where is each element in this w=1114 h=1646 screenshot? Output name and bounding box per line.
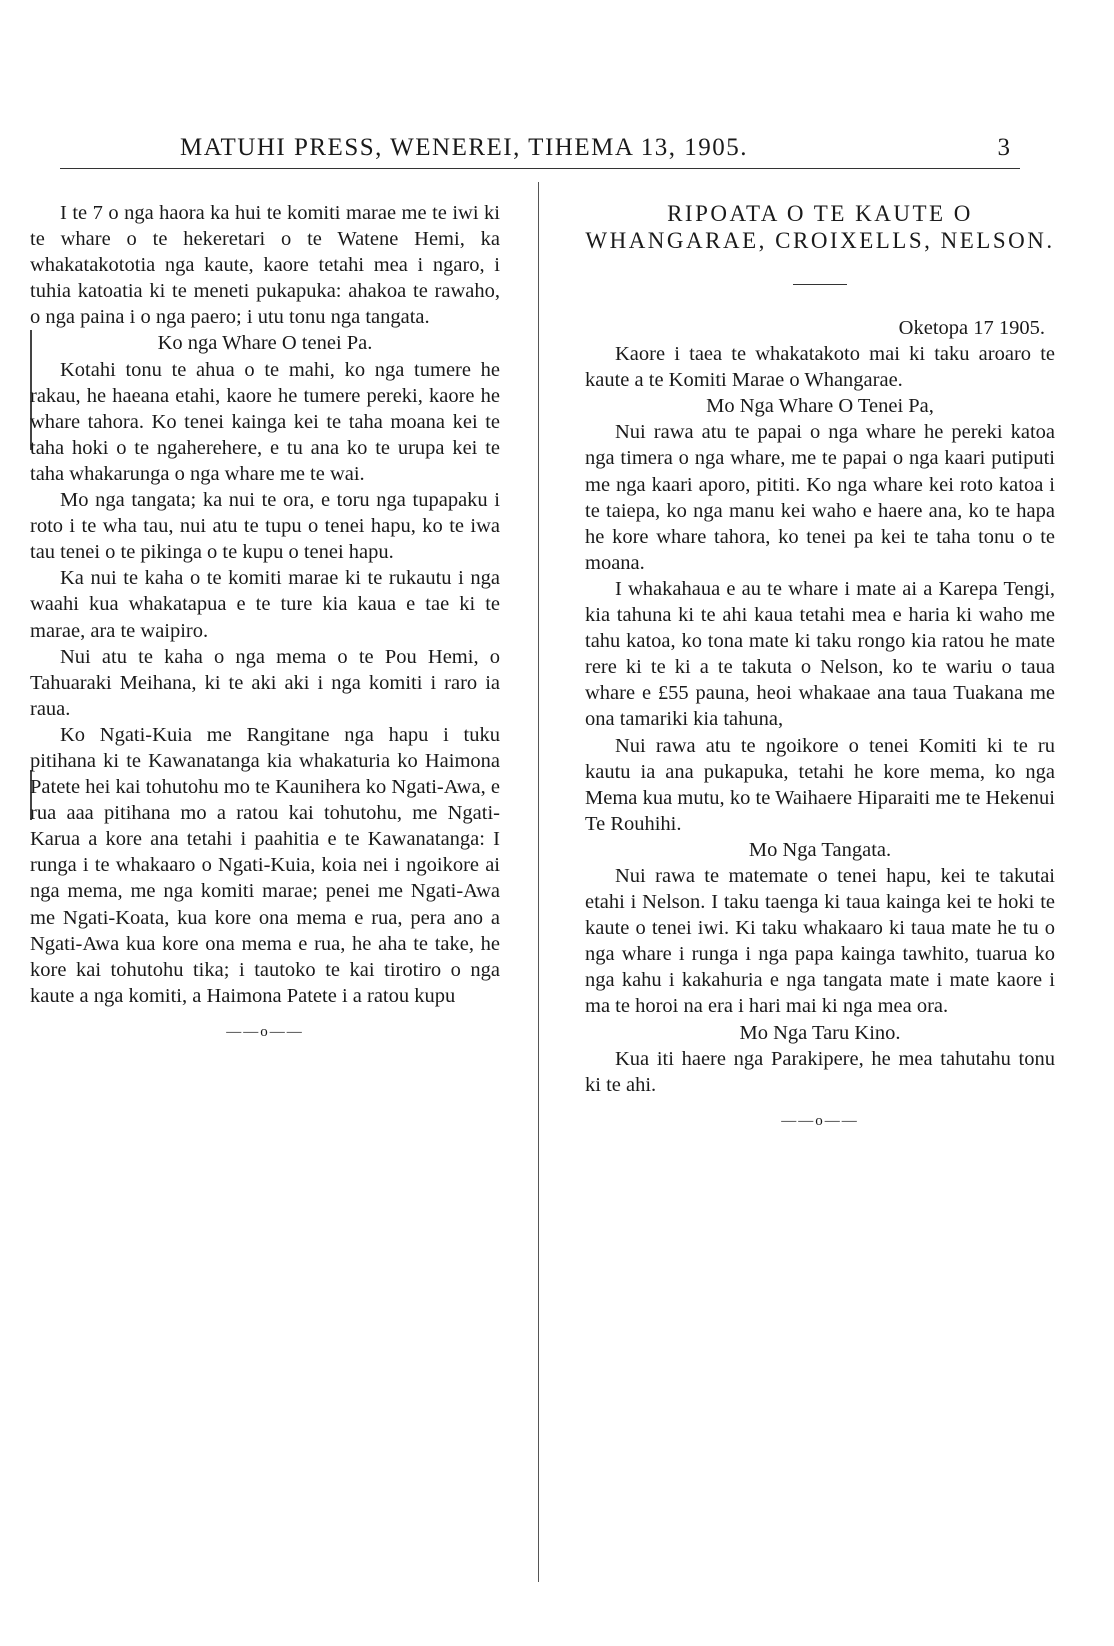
end-mark-glyph: o: [815, 1112, 825, 1129]
paragraph: Nui rawa atu te ngoikore o tenei Komiti ki te ru kautu ia ana pukapuka, tetahi he kore mema, ko nga Mema kua mutu, ko te Waihaere Hiparaiti me te Hekenui Te Rouhihi.: [585, 734, 1055, 835]
paragraph: Ko Ngati-Kuia me Rangitane nga hapu i tuku pitihana ki te Kawanatanga kia whakaturia ko Haimona Patete hei kai tohutohu mo te Kaunihera ko Ngati-Awa, e rua aaa pitihana mo a ratou kai tohutohu, me Ngati-Karua a kore ana tetahi i paahitia e te Kawanatanga: I runga i te whakaaro o Ngati-Kuia, koia nei i ngoikore ai nga mema, me nga komiti marae; penei me Ngati-Awa me Ngati-Koata, kua kore ona mema e rua, pera ano a Ngati-Awa kua kore ona mema e rua, he aha te take, he kore kai tohutohu tika; i tautoko te kai tirotiro o nga kaute a nga komiti, a Haimona Patete i a ratou kupu: [30, 723, 500, 1007]
end-mark: ——o——: [781, 1112, 859, 1129]
paragraph: Nui atu te kaha o nga mema o te Pou Hemi, o Tahuaraki Meihana, ki te aki aki i nga komiti i raro ia raua.: [30, 645, 500, 720]
section-heading: Mo Nga Taru Kino.: [739, 1021, 901, 1044]
paragraph: Kaore i taea te whakatakoto mai ki taku aroaro te kaute a te Komiti Marae o Whangarae.: [585, 343, 1055, 392]
article-title: RIPOATA O TE KAUTE O WHANGARAE, CROIXELLS, NELSON.: [585, 201, 1055, 253]
page-number: 3: [997, 134, 1010, 161]
column-divider: [538, 182, 539, 1582]
paragraph: Mo nga tangata; ka nui te ora, e toru nga tupapaku i roto i te wha tau, nui atu te tupu o tenei hapu, ko te iwa tau tenei o te pikinga o te kupu o tenei hapu.: [30, 489, 500, 564]
page-header: [60, 128, 1020, 169]
section-heading: Mo Nga Tangata.: [748, 838, 892, 861]
newspaper-masthead: MATUHI PRESS, WENEREI, TIHEMA 13, 1905.: [180, 134, 749, 161]
paragraph: I te 7 o nga haora ka hui te komiti marae me te iwi ki te whare o te hekeretari o te Watene Hemi, ka whakatakototia nga kaute, kaore tetahi mea i ngaro, i tuhia katoatia ki te meneti pukapuka: ahakoa te rawaho, o nga paina i o nga paero; i utu tonu nga tangata.: [30, 202, 500, 329]
paragraph: Nui rawa te matemate o tenei hapu, kei te takutai etahi i Nelson. I taku taenga ki taua kainga kei te hoki te kaute o tenei iwi. Ki taku whakaaro ki taua mate he tu o nga whare i runga i nga papa kainga tawhito, tuarua ko nga kahu i kakahuria e nga tangata mate i mate kaore i ma te horoi na era i hari mai ki nga mea ora.: [585, 864, 1055, 1018]
end-mark-glyph: o: [260, 1023, 270, 1040]
left-column: [30, 200, 500, 1045]
dateline: Oketopa 17 1905.: [898, 317, 1045, 339]
paragraph: Ka nui te kaha o te komiti marae ki te rukautu i nga waahi kua whakatapua e te ture kia kaua e tae ki te marae, ara te waipiro.: [30, 567, 500, 642]
section-heading: Mo Nga Whare O Tenei Pa,: [706, 395, 934, 418]
paragraph: Kua iti haere nga Parakipere, he mea tahutahu tonu ki te ahi.: [585, 1047, 1055, 1096]
right-column: [585, 200, 1055, 1134]
paragraph: I whakahaua e au te whare i mate ai a Karepa Tengi, kia tahuna ki te ahi kaua tetahi mea e haria ki waho me tahu katoa, ko tona mate ki taku rongo kia ratou he mate rere ki te ki a te takuta o Nelson, ko te wariu o taua whare e £55 pauna, heoi whakaae ana taua Tuakana me ona tamariki kia tahuna,: [585, 577, 1055, 731]
paragraph: Nui rawa atu te papai o nga whare he pereki katoa nga timera o nga whare, me te papai o nga kaari putiputi me nga kaari aporo, pititi. Ko nga whare kei roto katoa i te taiepa, ko nga manu kei waho e haere ana, ko te hapa he kore whare tahora, ko tenei pa kei te taha tonu o te moana.: [585, 421, 1055, 574]
section-heading: Ko nga Whare O tenei Pa.: [157, 332, 373, 355]
end-mark: ——o——: [226, 1023, 304, 1040]
paragraph: Kotahi tonu te ahua o te mahi, ko nga tumere he rakau, he haeana etahi, kaore he tumere pereki, kaore he whare tahora. Ko tenei kainga kei te taha moana kei te taha hoki o te ngaherehere, e tu ana ko te urupa kei te taha whakarunga o nga whare me te wai.: [30, 358, 500, 485]
